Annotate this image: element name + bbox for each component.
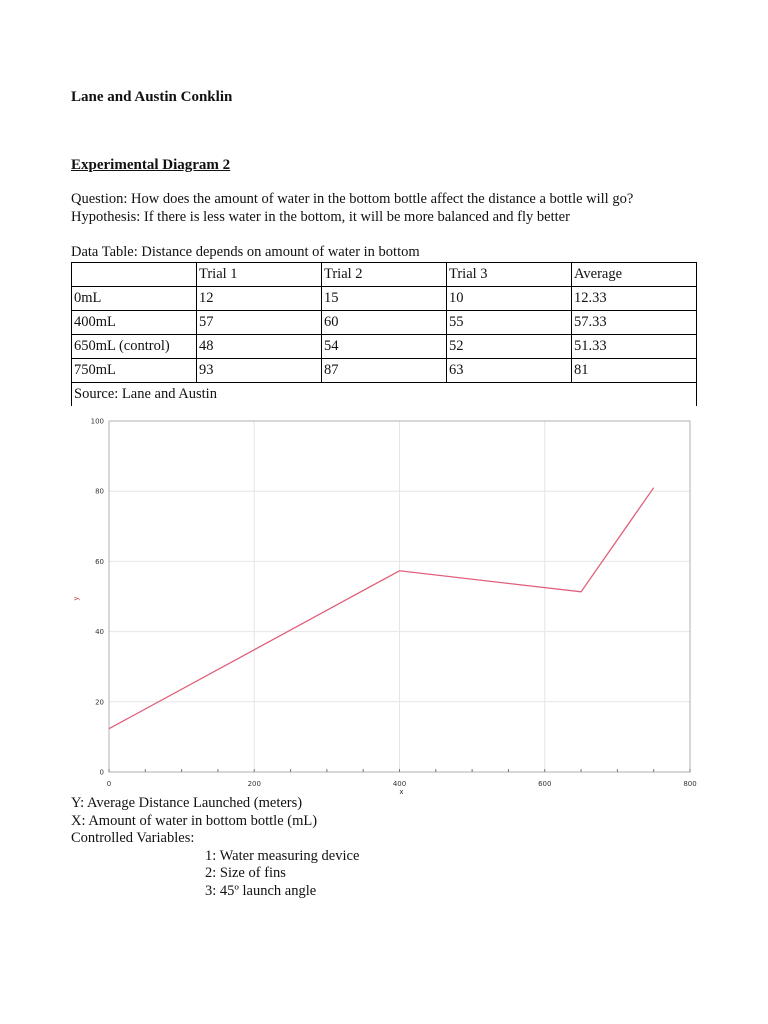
table-caption: Data Table: Distance depends on amount of water in bottom (71, 244, 420, 260)
table-cell: 87 (322, 359, 447, 383)
table-header-row (72, 263, 697, 287)
x-tick-label: 0 (106, 780, 112, 788)
table-source-row (72, 383, 697, 407)
line-chart (72, 414, 706, 796)
x-tick-label: 600 (538, 780, 552, 788)
y-variable-label: Y: Average Distance Launched (meters) (71, 795, 303, 811)
authors: Lane and Austin Conklin (71, 89, 233, 105)
table-cell: 12.33 (572, 287, 697, 311)
x-tick-label: 800 (683, 780, 697, 788)
table-cell: 750mL (72, 359, 197, 383)
table-header-cell: Trial 1 (197, 263, 322, 287)
y-axis-label: y (72, 596, 80, 601)
table-cell: 12 (197, 287, 322, 311)
controlled-variable-item: 3: 45º launch angle (205, 883, 317, 899)
y-tick-label: 20 (95, 698, 104, 707)
table-cell: 54 (322, 335, 447, 359)
table-cell: 63 (447, 359, 572, 383)
controlled-variable-item: 1: Water measuring device (205, 848, 360, 864)
hypothesis-text: Hypothesis: If there is less water in the bottom, it will be more balanced and fly better (71, 209, 570, 225)
x-tick-label: 200 (247, 780, 261, 788)
table-cell: 10 (447, 287, 572, 311)
table-cell: 55 (447, 311, 572, 335)
controlled-variables-heading: Controlled Variables: (71, 830, 195, 846)
table-cell: 57 (197, 311, 322, 335)
y-tick-label: 0 (99, 768, 104, 777)
table-row (72, 359, 697, 383)
x-variable-label: X: Amount of water in bottom bottle (mL) (71, 813, 318, 829)
table-header-cell: Average (572, 263, 697, 287)
table-row (72, 311, 697, 335)
table-cell: 650mL (control) (72, 335, 197, 359)
table-row (72, 287, 697, 311)
table-cell: 93 (197, 359, 322, 383)
x-tick-label: 400 (392, 780, 407, 788)
table-cell: 15 (322, 287, 447, 311)
table-cell: 52 (447, 335, 572, 359)
controlled-variable-item: 2: Size of fins (205, 865, 286, 881)
table-source: Source: Lane and Austin (72, 383, 697, 407)
table-cell: 48 (197, 335, 322, 359)
table-header-cell: Trial 3 (447, 263, 572, 287)
table-cell: 81 (572, 359, 697, 383)
data-table (71, 262, 697, 406)
table-row (72, 335, 697, 359)
table-cell: 60 (322, 311, 447, 335)
table-header-cell (72, 263, 197, 287)
table-header-cell: Trial 2 (322, 263, 447, 287)
y-tick-label: 80 (95, 487, 104, 496)
table-cell: 0mL (72, 287, 197, 311)
table-cell: 400mL (72, 311, 197, 335)
question-text: Question: How does the amount of water in the bottom bottle affect the distance a bottle will go? (71, 191, 634, 207)
series-line (109, 488, 654, 729)
table-cell: 51.33 (572, 335, 697, 359)
y-tick-label: 100 (90, 417, 104, 426)
table-cell: 57.33 (572, 311, 697, 335)
y-tick-label: 40 (95, 628, 104, 637)
section-heading: Experimental Diagram 2 (71, 157, 231, 173)
x-axis-label: x (399, 788, 404, 796)
y-tick-label: 60 (95, 557, 104, 566)
